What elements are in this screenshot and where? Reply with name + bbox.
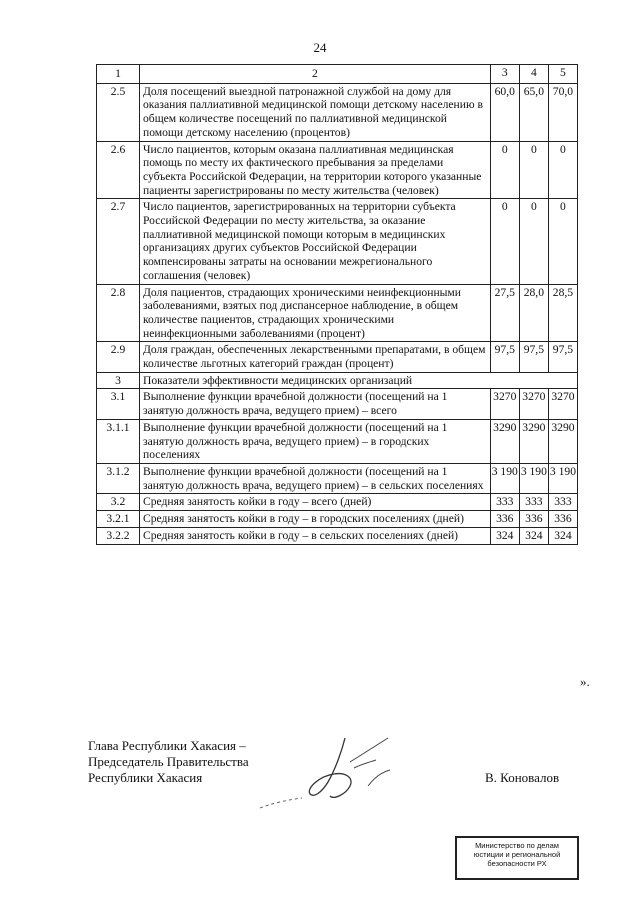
- header-col-2: 2: [140, 65, 491, 84]
- row-value-3: 324: [490, 527, 519, 544]
- signatory-title: [88, 738, 249, 786]
- table-row: [97, 284, 578, 342]
- row-number: 3.1: [97, 389, 140, 419]
- row-value-3: 3290: [490, 419, 519, 463]
- row-number: 2.6: [97, 141, 140, 199]
- stamp-line-3: безопасности РХ: [487, 859, 547, 868]
- row-number: 3.2.1: [97, 511, 140, 528]
- row-number: 2.8: [97, 284, 140, 342]
- row-description: Средняя занятость койки в году – в городских поселениях (дней): [140, 511, 491, 528]
- handwritten-signature: [250, 720, 430, 820]
- closing-quote: ».: [580, 674, 590, 689]
- row-description: Доля пациентов, страдающих хроническими неинфекционными заболеваниями, взятых под диспансерное наблюдение, в общем количестве пациентов, страдающих хроническими неинфекционными заболеваниями (процент): [140, 284, 491, 342]
- indicators-table: [96, 64, 578, 545]
- row-number: 3.2.2: [97, 527, 140, 544]
- row-value-5: 0: [548, 141, 577, 199]
- table-row: [97, 463, 578, 493]
- row-value-4: 336: [519, 511, 548, 528]
- header-col-5: 5: [548, 65, 577, 84]
- row-value-5: 0: [548, 199, 577, 284]
- table-row: [97, 199, 578, 284]
- row-value-4: 28,0: [519, 284, 548, 342]
- row-description: Выполнение функции врачебной должности (посещений на 1 занятую должность врача, ведущего прием) – всего: [140, 389, 491, 419]
- row-value-4: 0: [519, 199, 548, 284]
- row-number: 3.1.1: [97, 419, 140, 463]
- row-number: 2.5: [97, 83, 140, 141]
- section-row: [97, 372, 578, 389]
- row-value-4: 97,5: [519, 342, 548, 372]
- table-row: [97, 141, 578, 199]
- row-value-4: 3 190: [519, 463, 548, 493]
- stamp-line-1: Министерство по делам: [475, 841, 559, 850]
- section-number: 3: [97, 372, 140, 389]
- row-value-5: 28,5: [548, 284, 577, 342]
- table-header-row: [97, 65, 578, 84]
- row-value-3: 336: [490, 511, 519, 528]
- row-number: 3.1.2: [97, 463, 140, 493]
- table-row: [97, 511, 578, 528]
- page-number: 24: [313, 40, 327, 55]
- row-description: Выполнение функции врачебной должности (посещений на 1 занятую должность врача, ведущего прием) – в сельских поселениях: [140, 463, 491, 493]
- row-value-3: 0: [490, 199, 519, 284]
- row-number: 2.7: [97, 199, 140, 284]
- row-value-3: 0: [490, 141, 519, 199]
- row-description: Средняя занятость койки в году – в сельских поселениях (дней): [140, 527, 491, 544]
- row-value-5: 3270: [548, 389, 577, 419]
- row-value-3: 27,5: [490, 284, 519, 342]
- header-col-3: 3: [490, 65, 519, 84]
- row-description: Доля посещений выездной патронажной службой на дому для оказания паллиативной медицинской помощи детскому населению в общем количестве посещений по паллиативной медицинской помощи детскому населению (процентов): [140, 83, 491, 141]
- row-value-4: 324: [519, 527, 548, 544]
- row-value-4: 0: [519, 141, 548, 199]
- table-row: [97, 389, 578, 419]
- signatory-line-2: Председатель Правительства: [88, 754, 249, 769]
- row-value-3: 3270: [490, 389, 519, 419]
- header-col-1: 1: [97, 65, 140, 84]
- header-col-4: 4: [519, 65, 548, 84]
- stamp-line-2: юстиции и региональной: [473, 850, 561, 859]
- row-value-5: 3290: [548, 419, 577, 463]
- row-value-3: 3 190: [490, 463, 519, 493]
- row-description: Число пациентов, зарегистрированных на территории субъекта Российской Федерации по месту жительства, за оказание паллиативной медицинской помощи которым в медицинских организациях других субъектов Российской Федерации компенсированы затраты на основании межрегионального соглашения (человек): [140, 199, 491, 284]
- row-number: 3.2: [97, 494, 140, 511]
- row-value-5: 70,0: [548, 83, 577, 141]
- ministry-stamp: [455, 836, 579, 880]
- signatory-line-3: Республики Хакасия: [88, 770, 203, 785]
- signatory-line-1: Глава Республики Хакасия –: [88, 738, 246, 753]
- row-value-3: 60,0: [490, 83, 519, 141]
- row-value-3: 333: [490, 494, 519, 511]
- row-value-5: 97,5: [548, 342, 577, 372]
- row-description: Доля граждан, обеспеченных лекарственными препаратами, в общем количестве льготных категорий граждан (процент): [140, 342, 491, 372]
- row-description: Число пациентов, которым оказана паллиативная медицинская помощь по месту их фактического пребывания за пределами субъекта Российской Федерации, на территории которого указанные пациенты зарегистрированы по месту жительства (человек): [140, 141, 491, 199]
- row-value-5: 336: [548, 511, 577, 528]
- signatory-name: В. Коновалов: [485, 770, 560, 785]
- row-description: Выполнение функции врачебной должности (посещений на 1 занятую должность врача, ведущего прием) – в городских поселениях: [140, 419, 491, 463]
- row-value-5: 333: [548, 494, 577, 511]
- row-value-4: 3290: [519, 419, 548, 463]
- row-number: 2.9: [97, 342, 140, 372]
- table-row: [97, 342, 578, 372]
- row-value-5: 3 190: [548, 463, 577, 493]
- row-value-4: 65,0: [519, 83, 548, 141]
- row-value-4: 333: [519, 494, 548, 511]
- table-row: [97, 494, 578, 511]
- table-row: [97, 527, 578, 544]
- table-row: [97, 83, 578, 141]
- row-value-3: 97,5: [490, 342, 519, 372]
- row-value-4: 3270: [519, 389, 548, 419]
- table-row: [97, 419, 578, 463]
- section-title: Показатели эффективности медицинских организаций: [140, 372, 578, 389]
- row-description: Средняя занятость койки в году – всего (дней): [140, 494, 491, 511]
- row-value-5: 324: [548, 527, 577, 544]
